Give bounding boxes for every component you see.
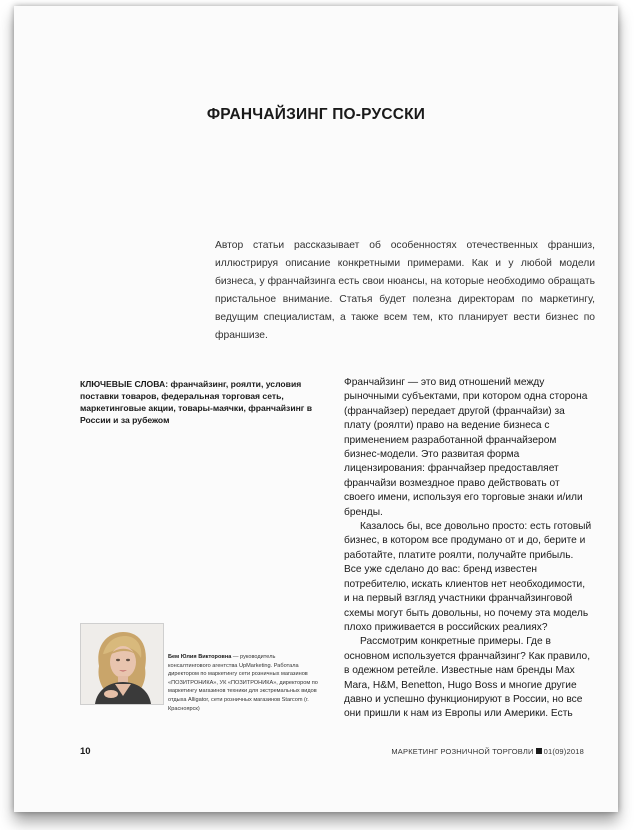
author-name: Бем Юлия Викторовна [168, 654, 232, 660]
magazine-page [14, 6, 618, 812]
journal-name: МАРКЕТИНГ РОЗНИЧНОЙ ТОРГОВЛИ [391, 747, 534, 756]
issue-number: 01(09)2018 [543, 747, 584, 756]
author-photo [80, 623, 164, 705]
lead-paragraph: Автор статьи рассказывает об особенностях отечественных франшиз, иллюстрируя описание конкретными примерами. Как и у любой модели бизнеса, у франчайзинга есть свои нюансы, на которые необходимо обращать пристальное внимание. Статья будет полезна директорам по маркетингу, ведущим специалистам, а также всем тем, кто планирует вести бизнес по франшизе. [215, 240, 595, 341]
article-body [344, 376, 592, 722]
body-paragraph-3: Рассмотрим конкретные примеры. Где в основном используется франчайзинг? Как правило, в одежном ретейле. Известные нам бренды Max Mara, H&M, Benetton, Hugo Boss и многие другие давно и успешно функционируют в России, но все они пришли к нам из Европы или Америки. Есть [344, 636, 591, 720]
journal-footer [391, 747, 584, 756]
author-info [168, 653, 318, 713]
keywords-label: КЛЮЧЕВЫЕ СЛОВА: [80, 379, 169, 389]
square-separator-icon [536, 748, 542, 754]
body-paragraph-1: Франчайзинг — это вид отношений между рыночными субъектами, при котором одна сторона (франчайзер) передает другой (франчайзи) за плату (роялти) право на ведение бизнеса с применением разработанной франчайзером бизнес-модели. Это развитая форма лицензирования: франчайзер предоставляет франчайзи возмездное право действовать от своего имени, используя его торговые знаки и/или бренды. [344, 377, 588, 518]
keywords-text: франчайзинг, роялти, условия поставки товаров, федеральная торговая сеть, маркетинговые акции, товары-маячки, франчайзинг в России и за рубежом [80, 379, 313, 425]
article-lead [215, 237, 595, 345]
body-paragraph-2: Казалось бы, все довольно просто: есть готовый бизнес, в котором все продумано от и до, берите и работайте, платите роялти, получайте прибыль. Все уже сделано до вас: бренд известен потребителю, искать клиентов нет необходимости, и на первый взгляд участники франчайзинговой схемы могут быть довольны, но почему эта модель плохо приживается в российских реалиях? [344, 521, 592, 633]
article-title: ФРАНЧАЙЗИНГ ПО-РУССКИ [206, 106, 426, 123]
author-bio: — руководитель консалтингового агентства UpMarketing. Работала директором по маркетингу сети розничных магазинов «ПОЗИТРОНИКА», УК «ПОЗИТРОНИКА», директором по маркетингу магазинов техники для экстремальных видов отдыха Alligator, сети розничных магазинов Starcom (г. Красноярск) [168, 654, 318, 712]
keywords-block [80, 378, 320, 426]
page-number: 10 [80, 746, 91, 757]
